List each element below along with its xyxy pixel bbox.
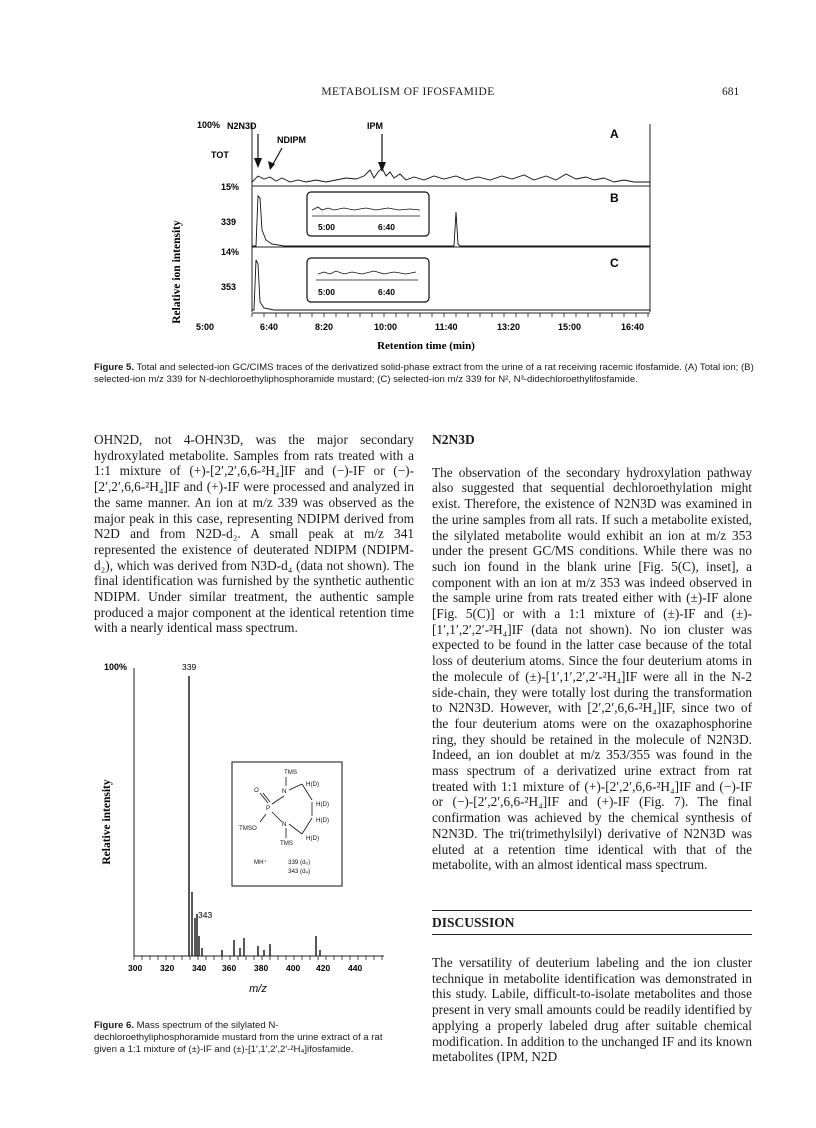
fig5-xtick-5: 11:40 — [435, 322, 458, 332]
fig5-inset-b-tick1: 5:00 — [318, 222, 336, 232]
fig6-caption-label: Figure 6. — [94, 1020, 134, 1031]
fig5-y-label: Relative ion intensity — [171, 220, 183, 324]
figure-5-chromatogram — [94, 112, 764, 360]
struct-n2: N — [282, 821, 287, 828]
fig6-xtick-5: 380 — [254, 963, 269, 973]
fig6-xtick-8: 440 — [348, 963, 363, 973]
discussion-heading: DISCUSSION — [432, 915, 515, 930]
fig5-peak-ndipm: NDIPM — [277, 135, 306, 145]
fig5-peak-n2n3d: N2N3D — [227, 121, 257, 131]
fig5-peak-ipm: IPM — [367, 121, 384, 131]
fig5-inset-b-tick2: 6:40 — [378, 222, 396, 232]
fig6-y-top: 100% — [104, 662, 128, 672]
fig5-xtick-6: 13:20 — [497, 322, 521, 332]
struct-hd2: H(D) — [316, 801, 330, 808]
fig6-xtick-4: 360 — [222, 963, 237, 973]
fig6-x-label: m/z — [249, 983, 267, 995]
fig5-inset-c-tick2: 6:40 — [378, 287, 396, 297]
fig5-scale-15: 15% — [221, 182, 240, 192]
fig5-scale-tot: TOT — [211, 150, 229, 160]
fig5-x-label: Retention time (min) — [377, 340, 475, 352]
right-paragraph: The observation of the secondary hydroxylation pathway also suggested that sequential dechloroethylation might exist. Therefore, the existence of N2N3D was examined in the urine samples from all rats. If such a metabolite existed, the silylated metabolite would exhibit an ion at m/z 353 under the present GC/MS conditions. While there was no such ion found in the blank urine [Fig. 5(C), inset], a component with an ion at m/z 353 was indeed observed in the sample urine from rats treated either with (±)-IF alone [Fig. 5(C)] or with a 1:1 mixture of (±)-IF and (±)-[1′,1′,2′,2′-²H₄]IF (data not shown). No ion cluster was expected to be found in the latter case because of the total loss of deuterium atoms. Since the four deuterium atoms in the molecule of (±)-[1′,1′,2′,2′-²H₄]IF were all in the N-2 side-chain, they were totally lost during the transformation to N2N3D. However, with [2′,2′,6,6-²H₄]IF, since two of the four deuterium atoms were on the oxazaphosphorine ring, they should be retained in the molecule of N2N3D. Indeed, an ion doublet at m/z 353/355 was found in the mass spectrum of a derivatized urine extract from rat treated with 1:1 mixture of (+)-[2′,2′,6,6-²H₄]IF and (−)-IF or (−)-[2′,2′,6,6-²H₄]IF and (+)-IF (Fig. 7). The final confirmation was achieved by the chemical synthesis of N2N3D. The tri(trimethylsilyl) derivative of N2N3D was eluted at a retention time identical with that of the metabolite, with an almost identical mass spectrum. — [432, 464, 752, 873]
struct-mass1: 339 (d₀) — [288, 859, 311, 866]
fig5-xtick-3: 8:20 — [315, 322, 334, 332]
fig5-scale-339: 339 — [221, 217, 237, 227]
fig6-xtick-1: 300 — [128, 963, 143, 973]
page-number: 681 — [722, 86, 740, 98]
fig6-xtick-2: 320 — [160, 963, 175, 973]
fig5-xtick-8: 16:40 — [621, 322, 645, 332]
figure-5-caption — [94, 362, 759, 386]
left-column — [94, 432, 414, 636]
fig6-xtick-6: 400 — [286, 963, 301, 973]
fig5-xtick-7: 15:00 — [558, 322, 582, 332]
fig5-caption-label: Figure 5. — [94, 362, 134, 373]
fig6-y-label: Relative intensity — [101, 779, 113, 865]
struct-p: P — [266, 805, 271, 812]
struct-o: O — [254, 787, 259, 794]
struct-hd1: H(D) — [306, 781, 320, 788]
left-paragraph: OHN2D, not 4-OHN3D, was the major secondary hydroxylated metabolite. Samples from rats treated with a 1:1 mixture of (+)-[2′,2′,6,6-²H₄]IF and (−)-IF or (−)-[2′,2′,6,6-²H₄]IF and (+)-IF were processed and analyzed in the same manner. An ion at m/z 339 was observed as the major peak in this case, representing NDIPM derived from N2D and from N2D-d₂. A small peak at m/z 341 represented the existence of deuterated NDIPM (NDIPM-d₂), which was derived from N3D-d₄ (data not shown). The final identification was furnished by the synthetic authentic NDIPM. Under similar treatment, the authentic sample produced a major component at the identical retention time with a nearly identical mass spectrum. — [94, 432, 414, 636]
struct-hd4: H(D) — [306, 835, 320, 842]
struct-mh: MH⁺ — [254, 859, 267, 866]
running-header: METABOLISM OF IFOSFAMIDE — [321, 86, 495, 98]
section-heading-n2n3d: N2N3D — [432, 432, 475, 447]
fig6-xtick-7: 420 — [316, 963, 331, 973]
fig6-caption-text: Mass spectrum of the silylated N-dechloroethyliphosphoramide mustard from the urine extract of a rat given a 1:1 mixture of (±)-IF and (±)-[1′,1′,2′,2′-²H₄]ifosfamide. — [94, 1020, 383, 1055]
fig6-peak-339: 339 — [182, 662, 197, 672]
fig5-scale-100: 100% — [197, 120, 221, 130]
fig5-xtick-1: 5:00 — [196, 322, 215, 332]
struct-hd3: H(D) — [316, 817, 330, 824]
right-column — [432, 432, 752, 873]
fig5-panel-c: C — [610, 256, 619, 270]
fig5-caption-text: Total and selected-ion GC/CIMS traces of the derivatized solid-phase extract from the urine of a rat receiving racemic ifosfamide. (A) Total ion; (B) selected-ion m/z 339 for N-dechloroethyliphosphoramide mustard; (C) selected-ion m/z 339 for N², N³-didechloroethylifosfamide. — [94, 362, 754, 385]
discussion-paragraph: The versatility of deuterium labeling and the ion cluster technique in metabolite identification was demonstrated in this study. Labile, difficult-to-isolate metabolites and those present in very small amounts could be readily identified by applying a properly labeled drug after suitable chemical modification. In addition to the unchanged IF and its known metabolites (IPM, N2D — [432, 955, 752, 1065]
discussion-section — [432, 910, 752, 1065]
figure-6-mass-spectrum — [94, 656, 414, 1012]
figure-6-caption — [94, 1020, 399, 1055]
fig5-panel-b: B — [610, 191, 619, 205]
fig6-xtick-3: 340 — [192, 963, 207, 973]
struct-tms-top: TMS — [284, 769, 298, 776]
fig5-panel-a: A — [610, 127, 619, 141]
struct-mass2: 343 (d₄) — [288, 868, 311, 875]
fig5-inset-c-tick1: 5:00 — [318, 287, 336, 297]
fig5-scale-353: 353 — [221, 282, 237, 292]
fig5-xtick-2: 6:40 — [260, 322, 279, 332]
fig5-xtick-4: 10:00 — [374, 322, 398, 332]
fig6-peak-343: 343 — [198, 910, 213, 920]
struct-tmso: TMSO — [239, 825, 257, 832]
struct-n1: N — [282, 788, 287, 795]
struct-tms-bottom: TMS — [280, 840, 294, 847]
fig5-scale-14: 14% — [221, 247, 240, 257]
discussion-rule-bottom — [432, 934, 752, 935]
